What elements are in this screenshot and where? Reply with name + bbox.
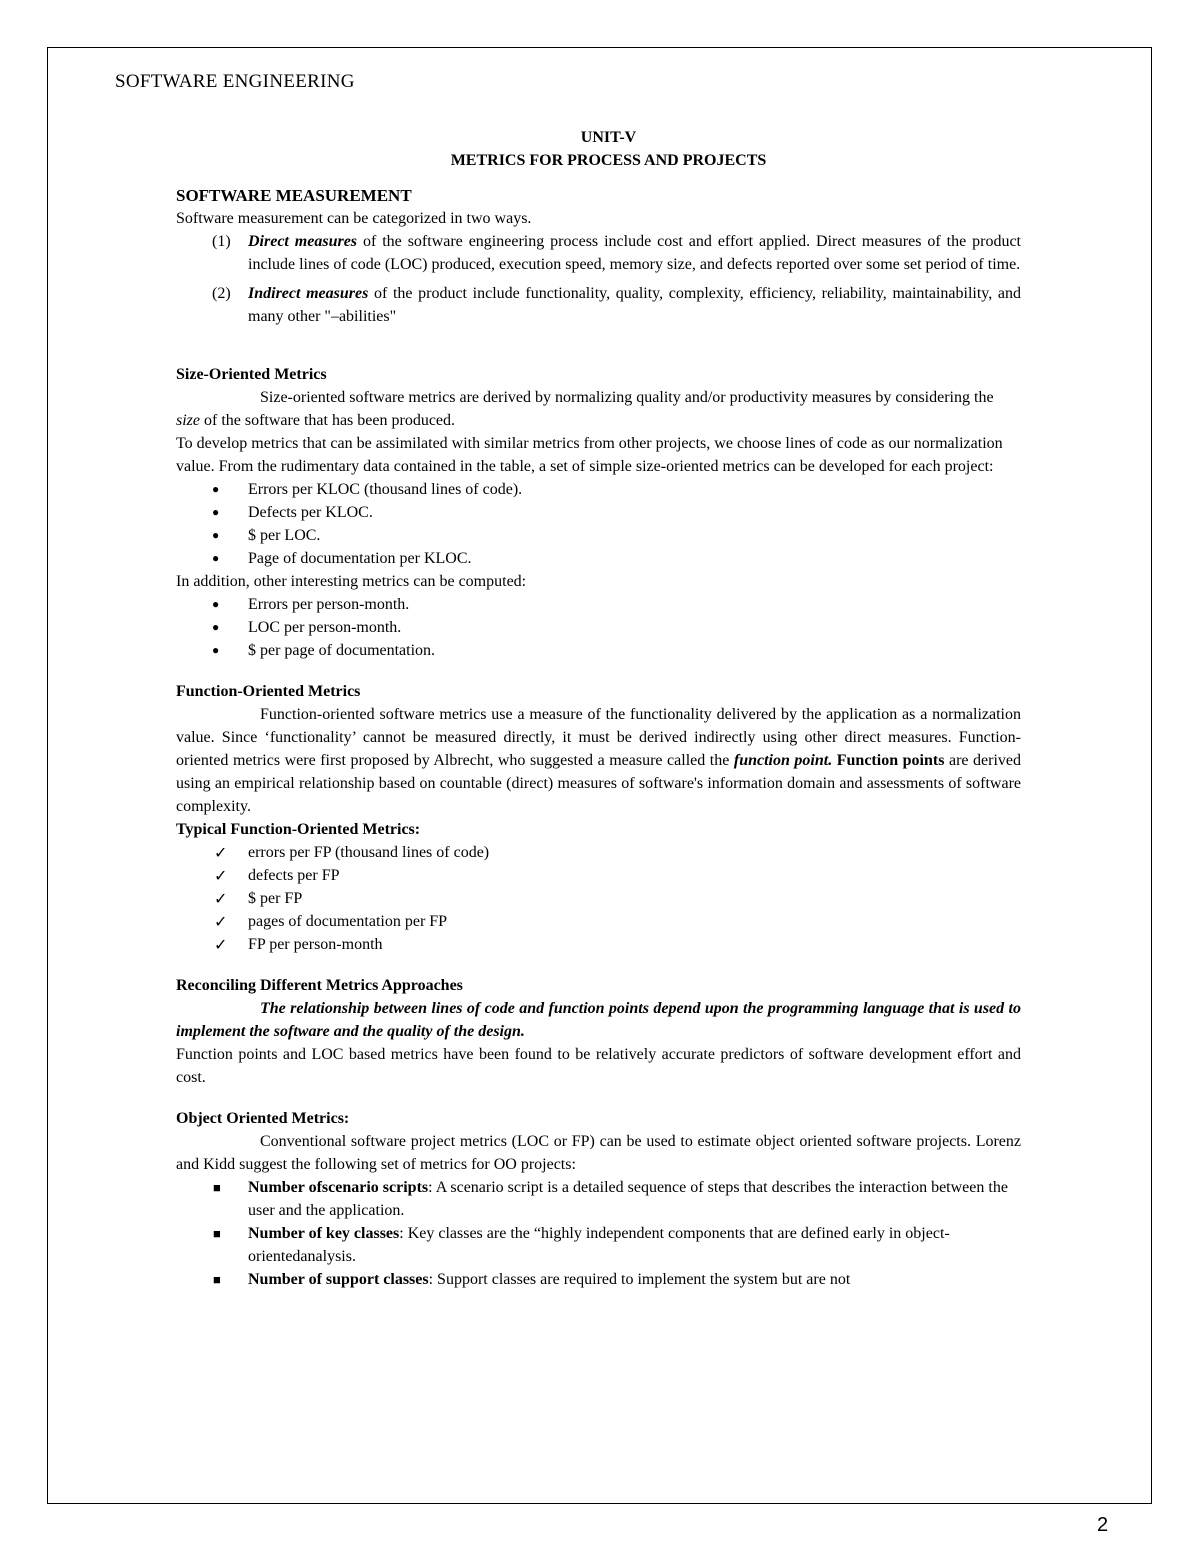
chapter-title: METRICS FOR PROCESS AND PROJECTS: [450, 152, 767, 169]
page-body: [176, 126, 1021, 1291]
term: Indirect measures: [248, 285, 369, 302]
list-item: ✓ $ per FP: [176, 887, 1021, 910]
checkmark-icon: ✓: [214, 891, 228, 908]
section-heading-reconciling: Reconciling Different Metrics Approaches: [176, 977, 463, 994]
bullet-icon: ●: [212, 482, 220, 496]
square-bullet-icon: ■: [213, 1226, 221, 1241]
list-item: ● LOC per person-month.: [176, 616, 1021, 639]
reconciling-paragraph: Function points and LOC based metrics have been found to be relatively accurate predictors of software development effort and cost.: [176, 1046, 1021, 1086]
list-item: ● Defects per KLOC.: [176, 501, 1021, 524]
other-metrics-list: [176, 593, 1021, 662]
item-text: of the product include functionality, quality, complexity, efficiency, reliability, maintainability, and many other "–abilities": [248, 285, 1022, 325]
size-oriented-paragraph-3: In addition, other interesting metrics can be computed:: [176, 573, 527, 590]
unit-title: UNIT-V: [580, 129, 637, 146]
bullet-icon: ●: [212, 620, 220, 634]
checkmark-icon: ✓: [214, 937, 228, 954]
list-item: [176, 282, 1021, 328]
checkmark-icon: ✓: [214, 914, 228, 931]
list-item: ● Errors per person-month.: [176, 593, 1021, 616]
typical-metrics-heading: Typical Function-Oriented Metrics:: [176, 821, 421, 838]
list-item: ✓ FP per person-month: [176, 933, 1021, 956]
bullet-icon: ●: [212, 551, 220, 565]
list-item: ■ Number of key classes: Key classes are the “highly independent components that are defined early in object-orientedanalysis.: [176, 1222, 1021, 1268]
object-oriented-paragraph: Conventional software project metrics (LOC or FP) can be used to estimate object oriented software projects. Lorenz and Kidd suggest the following set of metrics for OO projects:: [176, 1133, 1021, 1173]
page-number: 2: [1097, 1514, 1109, 1536]
bullet-icon: ●: [212, 597, 220, 611]
checkmark-icon: ✓: [214, 868, 228, 885]
list-item: ✓ errors per FP (thousand lines of code): [176, 841, 1021, 864]
size-oriented-paragraph: Size-oriented software metrics are derived by normalizing quality and/or productivity measures by considering the size of the software that has been produced.: [176, 389, 994, 429]
list-item: ● Page of documentation per KLOC.: [176, 547, 1021, 570]
list-marker: (2): [212, 285, 231, 302]
section-heading-object-oriented: Object Oriented Metrics:: [176, 1110, 350, 1127]
function-oriented-paragraph: Function-oriented software metrics use a measure of the functionality delivered by the application as a normalization value. Since ‘functionality’ cannot be measured directly, it must be derived indirectly using other direct measures. Function-oriented metrics were first proposed by Albrecht, who suggested a measure called the function point. Function points are derived using an empirical relationship based on countable (direct) measures of software's information domain and assessments of software complexity.: [176, 706, 1022, 815]
list-item: ● Errors per KLOC (thousand lines of code).: [176, 478, 1021, 501]
section-heading-size-oriented: Size-Oriented Metrics: [176, 366, 327, 383]
list-item: ✓ pages of documentation per FP: [176, 910, 1021, 933]
bullet-icon: ●: [212, 505, 220, 519]
term: Direct measures: [248, 233, 358, 250]
measures-list: [176, 230, 1021, 328]
section-heading-function-oriented: Function-Oriented Metrics: [176, 683, 361, 700]
section-heading-software-measurement: SOFTWARE MEASUREMENT: [176, 186, 412, 205]
function-metrics-list: [176, 841, 1021, 956]
list-item: ■ Number of support classes: Support classes are required to implement the system but are not: [176, 1268, 1021, 1291]
list-item: ■ Number ofscenario scripts: A scenario script is a detailed sequence of steps that describes the interaction between the user and the application.: [176, 1176, 1021, 1222]
software-measurement-intro: Software measurement can be categorized in two ways.: [176, 210, 532, 227]
running-header: SOFTWARE ENGINEERING: [115, 71, 355, 92]
list-marker: (1): [212, 233, 231, 250]
list-item: ● $ per page of documentation.: [176, 639, 1021, 662]
size-oriented-paragraph-2: To develop metrics that can be assimilated with similar metrics from other projects, we choose lines of code as our normalization value. From the rudimentary data contained in the table, a set of simple size-oriented metrics can be developed for each project:: [176, 435, 1003, 475]
list-item: [176, 230, 1021, 276]
bullet-icon: ●: [212, 528, 220, 542]
oo-metrics-list: [176, 1176, 1021, 1291]
square-bullet-icon: ■: [213, 1272, 221, 1287]
bullet-icon: ●: [212, 643, 220, 657]
item-text: of the software engineering process include cost and effort applied. Direct measures of the product include lines of code (LOC) produced, execution speed, memory size, and defects reported over some set period of time.: [248, 233, 1021, 273]
reconciling-emphasis: The relationship between lines of code and function points depend upon the programming language that is used to implement the software and the quality of the design.: [176, 1000, 1021, 1040]
list-item: ● $ per LOC.: [176, 524, 1021, 547]
size-metrics-list: [176, 478, 1021, 570]
checkmark-icon: ✓: [214, 845, 228, 862]
square-bullet-icon: ■: [213, 1180, 221, 1195]
list-item: ✓ defects per FP: [176, 864, 1021, 887]
